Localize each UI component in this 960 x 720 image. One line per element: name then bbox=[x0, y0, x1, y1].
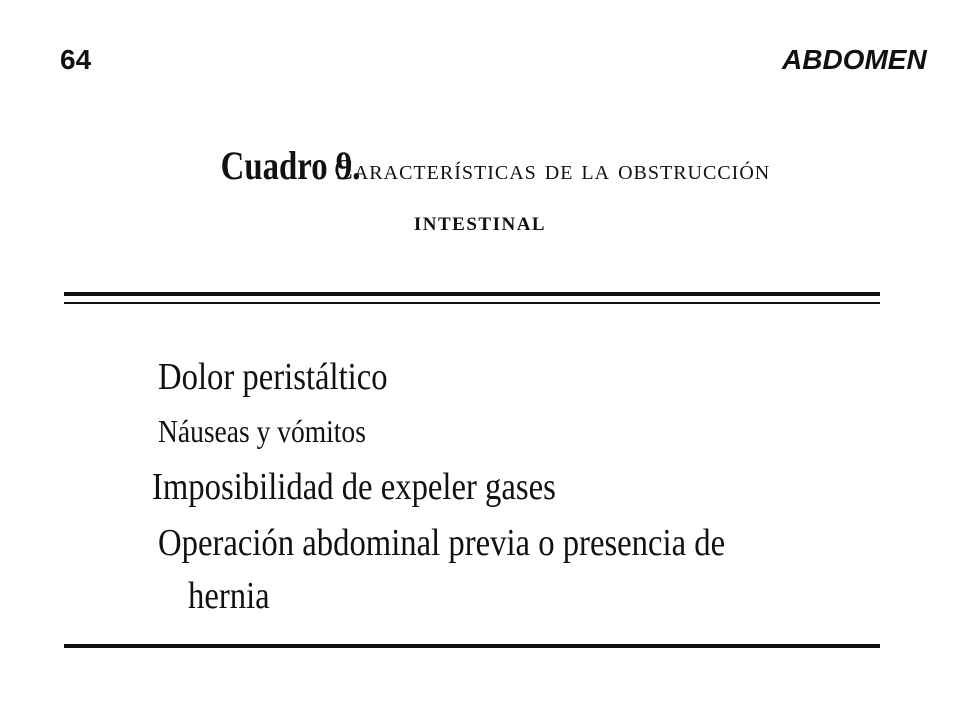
list-item: Operación abdominal previa o presencia de bbox=[158, 522, 726, 564]
list-item: Dolor peristáltico bbox=[158, 356, 388, 398]
top-rule-thin bbox=[64, 302, 880, 304]
list-item: Imposibilidad de expeler gases bbox=[152, 466, 556, 508]
list-item: Náuseas y vómitos bbox=[158, 413, 366, 449]
table-title-continued: INTESTINAL bbox=[413, 214, 547, 235]
top-rule-thick bbox=[64, 292, 880, 296]
running-head: ABDOMEN bbox=[782, 44, 927, 75]
table-title-text: Características de la obstrucción bbox=[334, 155, 771, 186]
table-label: Cuadro 9. bbox=[220, 143, 361, 188]
list-item: hernia bbox=[188, 575, 270, 617]
table-title bbox=[0, 142, 960, 189]
page-number: 64 bbox=[60, 44, 92, 75]
bottom-rule bbox=[64, 644, 880, 648]
